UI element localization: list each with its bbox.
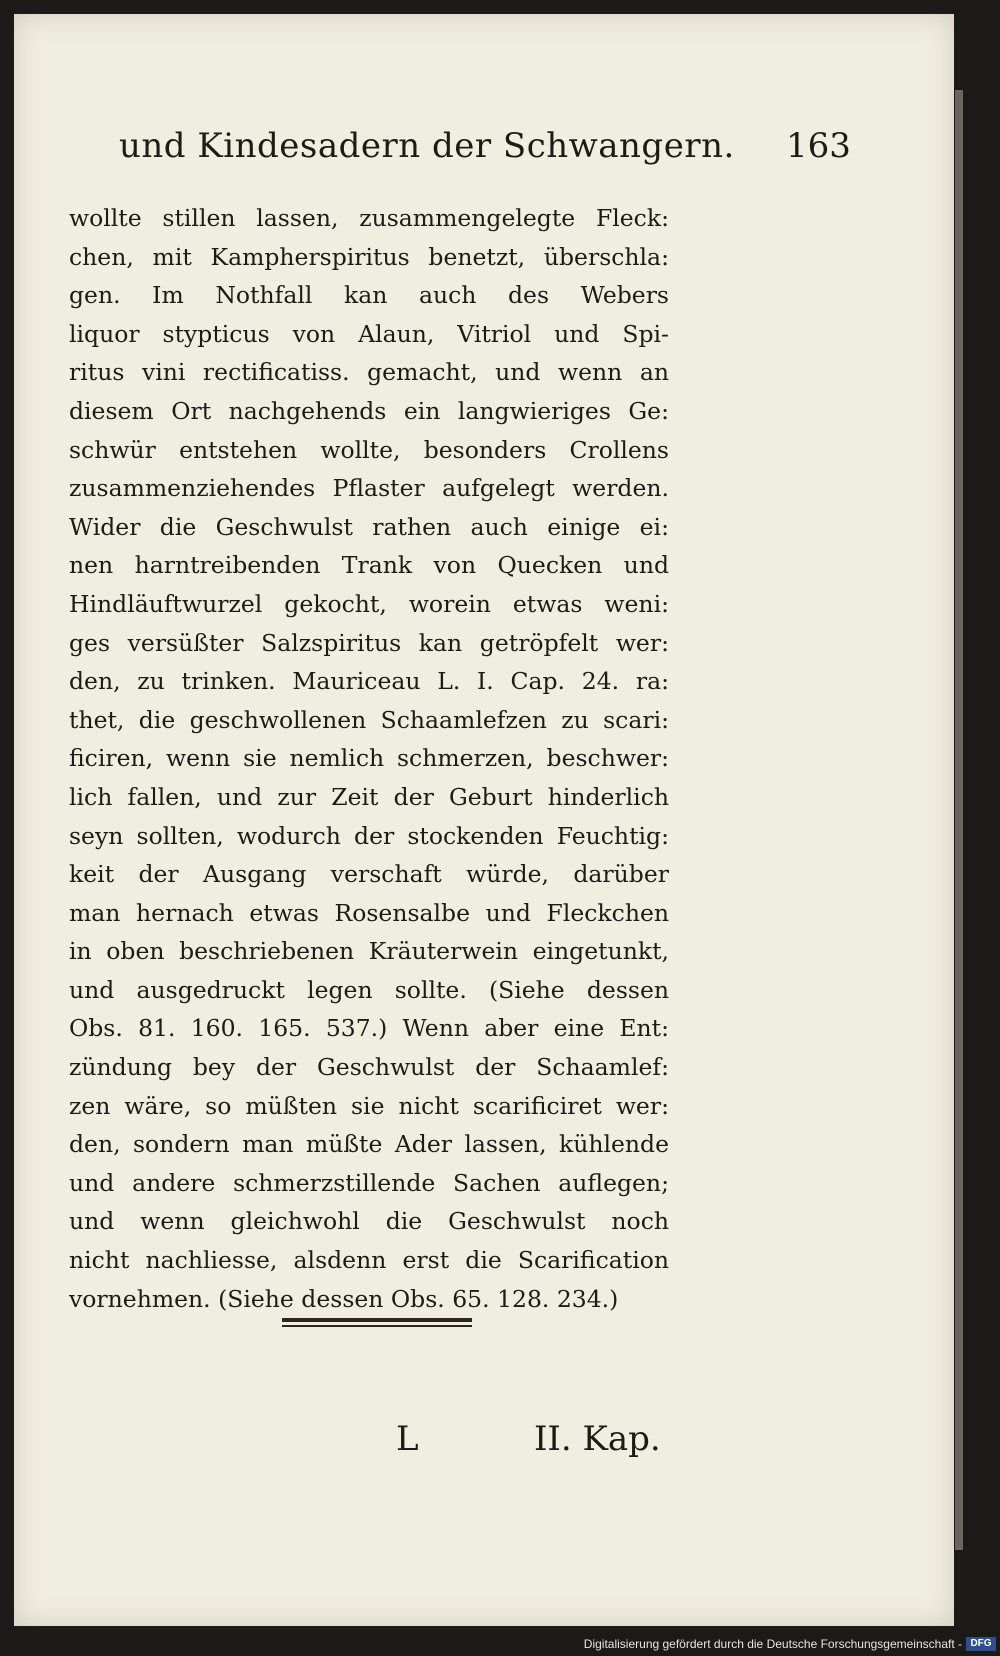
page-number: 163 [786,126,851,166]
text-line: ritus vini rectificatiss. gemacht, und wenn an [69,358,669,387]
text-line: lich fallen, und zur Zeit der Geburt hinderlich [69,782,669,811]
body-text [69,199,669,1318]
section-rule [282,1318,472,1328]
page-edge-shadow [955,90,963,1550]
dfg-logo: DFG [966,1637,996,1651]
text-line: den, zu trinken. Mauriceau L. I. Cap. 24. ra: [69,667,669,696]
book-page [14,14,954,1626]
text-line: den, sondern man müßte Ader lassen, kühlende [69,1130,669,1159]
text-line: thet, die geschwollenen Schaamlefzen zu scari: [69,705,669,734]
text-line: man hernach etwas Rosensalbe und Fleckchen [69,898,669,927]
text-line: zündung bey der Geschwulst der Schaamlef: [69,1053,669,1082]
text-line: nicht nachliesse, alsdenn erst die Scarification [69,1246,669,1275]
text-line: Wider die Geschwulst rathen auch einige ei: [69,512,669,541]
funding-note: Digitalisierung gefördert durch die Deutsche Forschungsgemeinschaft - [583,1637,962,1651]
rule-bar-thick [282,1318,472,1322]
text-line: liquor stypticus von Alaun, Vitriol und Spi- [69,319,669,348]
text-line: nen harntreibenden Trank von Quecken und [69,551,669,580]
signature-mark: L [396,1419,419,1459]
text-line: ges versüßter Salzspiritus kan getröpfelt wer: [69,628,669,657]
text-line: chen, mit Kampherspiritus benetzt, überschla: [69,242,669,271]
text-line: in oben beschriebenen Kräuterwein eingetunkt, [69,937,669,966]
text-line: wollte stillen lassen, zusammengelegte Fleck: [69,204,669,232]
text-line: gen. Im Nothfall kan auch des Webers [69,281,669,310]
text-line: diesem Ort nachgehends ein langwieriges Ge: [69,396,669,425]
text-line: zen wäre, so müßten sie nicht scarificiret wer: [69,1091,669,1120]
text-line: keit der Ausgang verschaft würde, darüber [69,860,669,889]
page-header [119,126,839,176]
scan-footer [0,1634,1000,1656]
text-line: ficiren, wenn sie nemlich schmerzen, beschwer: [69,744,669,773]
text-line: vornehmen. (Siehe dessen Obs. 65. 128. 234.) [69,1284,619,1313]
text-line: Hindläuftwurzel gekocht, worein etwas weni: [69,589,669,618]
text-line: schwür entstehen wollte, besonders Crollens [69,435,669,464]
catchword: II. Kap. [534,1419,661,1459]
rule-bar-thin [282,1325,472,1327]
text-line: und wenn gleichwohl die Geschwulst noch [69,1207,669,1236]
running-head: und Kindesadern der Schwangern. [119,126,735,166]
text-line: und andere schmerzstillende Sachen auflegen; [69,1168,669,1197]
text-line: seyn sollten, wodurch der stockenden Feuchtig: [69,821,669,850]
text-line: und ausgedruckt legen sollte. (Siehe dessen [69,975,669,1004]
text-line: Obs. 81. 160. 165. 537.) Wenn aber eine Ent: [69,1014,669,1043]
text-line: zusammenziehendes Pflaster aufgelegt werden. [69,474,669,503]
